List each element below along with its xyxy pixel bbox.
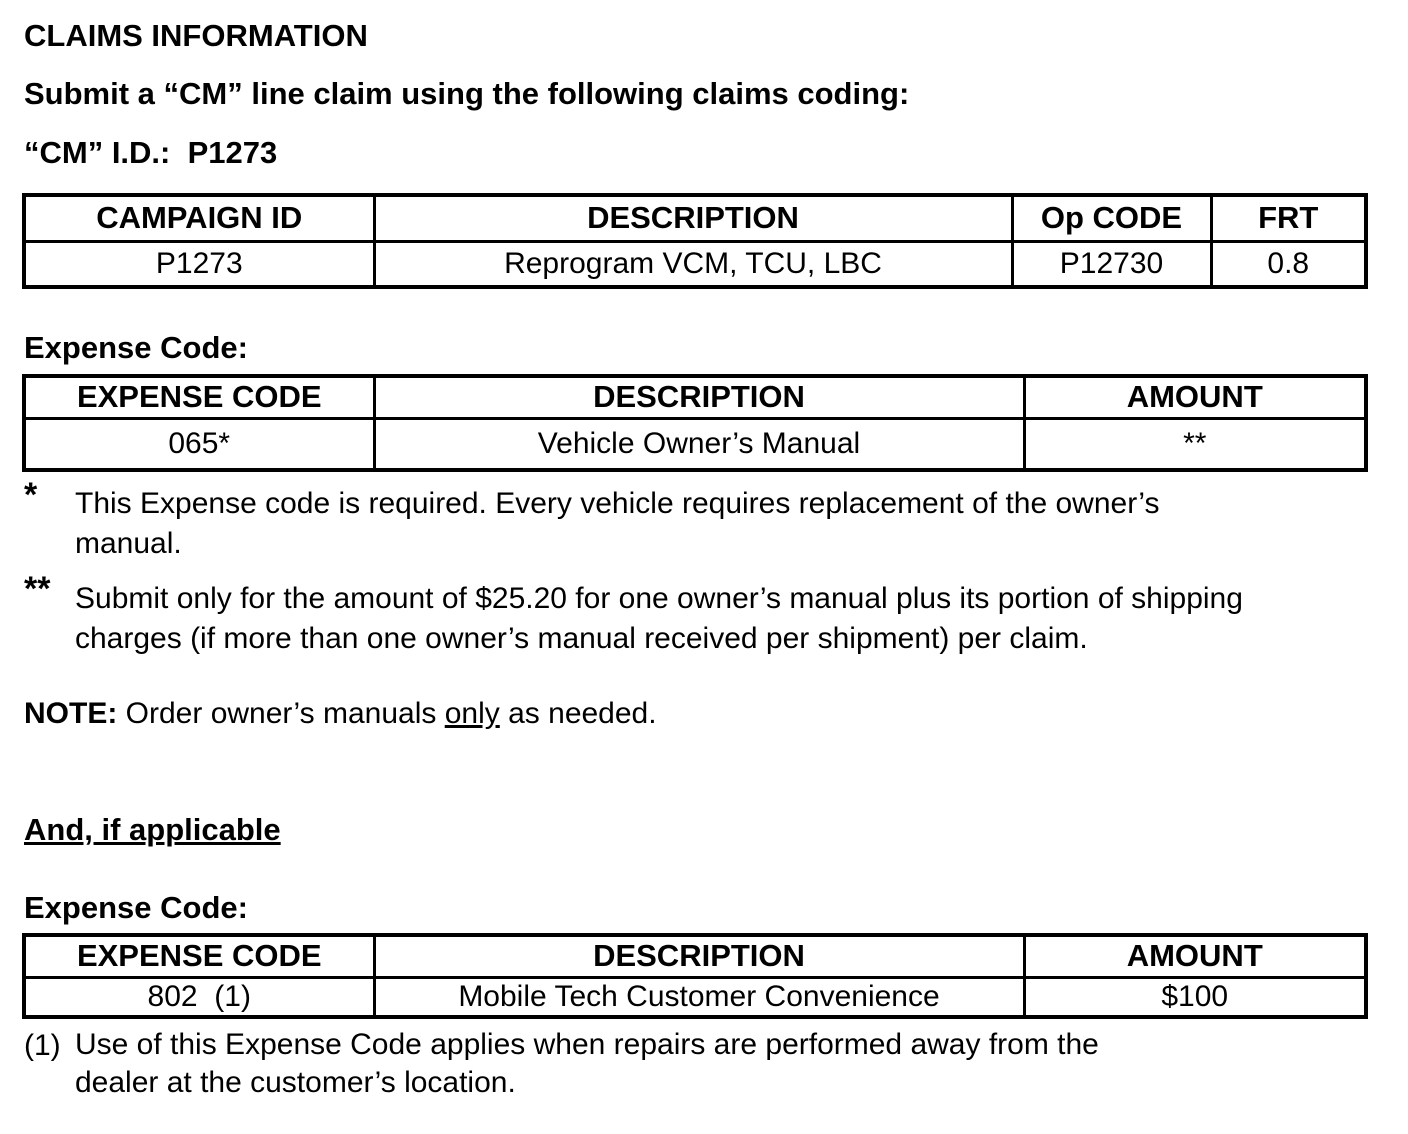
description-cell: Vehicle Owner’s Manual — [374, 418, 1024, 470]
amount-cell: ** — [1024, 418, 1366, 470]
table-header-row — [24, 195, 1366, 241]
campaign-table — [22, 193, 1368, 289]
amount-cell: $100 — [1024, 977, 1366, 1017]
footnote-line: dealer at the customer’s location. — [75, 1066, 516, 1099]
column-header: DESCRIPTION — [374, 376, 1024, 418]
note — [24, 697, 657, 731]
expense-code-cell: 802 (1) — [24, 977, 374, 1017]
campaign-id-cell: P1273 — [24, 241, 374, 287]
table-header-row — [24, 376, 1366, 418]
footnote-text — [75, 579, 1243, 659]
footnote-marker: * — [24, 476, 38, 514]
claim-instruction: Submit a “CM” line claim using the following claims coding: — [24, 76, 910, 111]
footnote-text — [75, 484, 1159, 564]
table-row — [24, 241, 1366, 287]
footnote-line: charges (if more than one owner’s manual received per shipment) per claim. — [75, 622, 1088, 655]
cm-id-label: “CM” I.D.: — [24, 135, 171, 170]
footnote-line: Submit only for the amount of $25.20 for one owner’s manual plus its portion of shipping — [75, 582, 1243, 615]
cm-id-line — [24, 135, 277, 171]
column-header: DESCRIPTION — [374, 195, 1012, 241]
expense-code-cell: 065* — [24, 418, 374, 470]
expense-code-label: Expense Code: — [24, 330, 248, 365]
expense-code-label: Expense Code: — [24, 890, 248, 925]
footnote-text — [75, 1026, 1099, 1102]
footnote-line: manual. — [75, 527, 182, 560]
footnote-marker: ** — [24, 570, 51, 608]
description-cell: Mobile Tech Customer Convenience — [374, 977, 1024, 1017]
column-header: Op CODE — [1012, 195, 1211, 241]
column-header: DESCRIPTION — [374, 935, 1024, 977]
cm-id-value: P1273 — [187, 135, 278, 170]
note-label: NOTE: — [24, 697, 118, 730]
column-header: CAMPAIGN ID — [24, 195, 374, 241]
description-cell: Reprogram VCM, TCU, LBC — [374, 241, 1012, 287]
applicable-heading: And, if applicable — [24, 812, 281, 847]
footnote-line: Use of this Expense Code applies when repairs are performed away from the — [75, 1028, 1099, 1061]
column-header: FRT — [1211, 195, 1366, 241]
column-header: EXPENSE CODE — [24, 376, 374, 418]
note-text-end: as needed. — [508, 697, 657, 730]
expense-code-table — [22, 933, 1368, 1019]
footnote-marker: (1) — [24, 1029, 61, 1062]
table-row — [24, 977, 1366, 1017]
column-header: AMOUNT — [1024, 376, 1366, 418]
table-row — [24, 418, 1366, 470]
frt-cell: 0.8 — [1211, 241, 1366, 287]
column-header: EXPENSE CODE — [24, 935, 374, 977]
note-emphasis: only — [444, 697, 500, 730]
section-title: CLAIMS INFORMATION — [24, 18, 368, 53]
op-code-cell: P12730 — [1012, 241, 1211, 287]
footnote-line: This Expense code is required. Every vehicle requires replacement of the owner’s — [75, 487, 1160, 520]
note-text: Order owner’s manuals — [125, 697, 437, 730]
table-header-row — [24, 935, 1366, 977]
column-header: AMOUNT — [1024, 935, 1366, 977]
expense-code-table — [22, 374, 1368, 472]
